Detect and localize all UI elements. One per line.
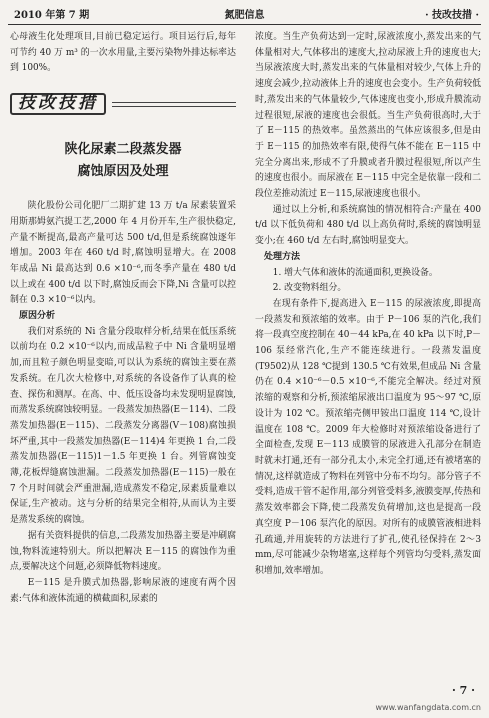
journal-name: 氮肥信息 xyxy=(224,10,265,21)
subheading-treatment: 处理方法 xyxy=(264,251,301,262)
watermark: www.wanfangdata.com.cn xyxy=(375,703,481,712)
paragraph: 据有关资料提供的信息,二段蒸发加热器主要是冲刷腐蚀,物料流速特别大。所以把解决 E－115 的腐蚀作为重点,要解决这个问题,必须降低物料速度。 xyxy=(10,530,236,573)
subheading-cause-analysis: 原因分析 xyxy=(19,311,56,322)
list-item: 1. 增大气体和液体的流通面积,更换设备。 xyxy=(272,267,438,278)
page-number: · 7 · xyxy=(452,684,475,697)
paragraph: 我们对系统的 Ni 含量分段取样分析,结果在低压系统以前均在 0.2 ×10⁻⁶以内,而成品粒子中 Ni 含量明显增加,而且粒子颜色明显变暗,可以认为系统的腐蚀主要在蒸发系统。在几次大检修中,对系统的各设备作了认真的检查、探伤和测厚。在高、中、低压设备均未发现明显腐蚀,而蒸发系统腐蚀较明显。一段蒸发加热器(E－114)、二段蒸发加热器(E－115)、二段蒸发分离器(V－108)腐蚀损坏严重,其中一段蒸发加热器(E－114)4 年更换 1 台,二段蒸发加热器(E－115)1－1.5 年更换 1 台。列管腐蚀变薄,花板焊缝腐蚀泄漏。二段蒸发加热器(E－115)一般在 7 个月时间就会严重泄漏,造成蒸发不稳定,尿素质量难以保证,生产被动。这与分析的结果完全相符,从而认为主要是蒸发系统的腐蚀。 xyxy=(10,326,236,526)
issue-label: 2010 年第 7 期 xyxy=(14,10,90,21)
article-title-line2: 腐蚀原因及处理 xyxy=(77,164,169,180)
list-item: 2. 改变物料组分。 xyxy=(272,283,347,294)
right-column xyxy=(255,30,481,702)
paragraph: E－115 是升膜式加热器,影响尿液的速度有两个因素:气体和液体流通的横截面积,尿素的 xyxy=(10,577,236,604)
banner-rule xyxy=(112,102,236,107)
article-title xyxy=(10,139,236,183)
banner-title: 技改技措 xyxy=(10,93,106,115)
paragraph: 在现有条件下,提高进入 E－115 的尿液浓度,即提高一段蒸发和预浓缩的效率。由于 P－106 泵的汽化,我们将一段真空度控制在 40－44 kPa,在 40 kPa 以下时,P－106 泵经常汽化,生产不能连续进行。一段蒸发温度(T9502)从 128 ℃提到 130.5 ℃有效果,但成品 Ni 含量仍在 0.4 ×10⁻⁶－0.5 ×10⁻⁶,不能完全解决。经过对预浓缩的观察和分析,预浓缩尿液出口温度为 95～97 ℃,原设计为 102 ℃。预浓缩壳侧甲铵出口温度 114 ℃,设计温度在 108 ℃。2009 年大检修时对预浓缩设备进行了全面检查,发现 E－113 成膜管的尿液进入孔部分在制造时就未打通,还有一部分孔太小,未完全打通,还有被堵塞的情况,这样就造成了物料在列管中分布不均匀。部分管子不受料,造成干管不起作用,部分列管受料多,液膜变厚,传热和蒸发效率都会下降,使二段蒸发负荷增加,这也是提高一段真空度 P－106 泵汽化的原因。对所有的成膜管液相进料孔疏通,并用旋转的方法进行了扩孔,使孔径保持在 2～3 mm,尽可能减少杂物堵塞,这样每个列管均匀受料,蒸发面积增加,效率增加。 xyxy=(255,298,481,576)
page-header xyxy=(8,0,481,25)
section-label: · 技改技措 · xyxy=(425,10,479,21)
left-column xyxy=(10,30,236,702)
intro-paragraph: 心母液生化处理项目,目前已稳定运行。项目运行后,每年可节约 40 万 m³ 的一次水用量,主要污染物外排达标率达到 100%。 xyxy=(10,32,236,74)
paragraph: 浓度。当生产负荷达到一定时,尿液浓度小,蒸发出来的气体量相对大,气体移出的速度大,拉动尿液上升的速度也大;当尿液浓度大时,蒸发出来的气体量相对较少,气体上升的速度会减少,拉动液体上升的速度也会变小。生产负荷较低时,蒸发出来的气体量较少,气体速度也变小,形成升膜流动过程很短,尿液的速度也会很低。当生产负荷很高时,大于了 E－115 的热效率。虽然蒸出的气体应该很多,但是由于 E－115 的加热效率有限,使得气体不能在 E－115 中完全分离出来,形成不了升膜或者升膜过程很短,所以产生的速度也很小。而尿液在 E－115 中完全是依靠一段和二段位差推动流过 E－115,尿液速度也很小。 xyxy=(255,32,481,200)
article-title-line1: 陕化尿素二段蒸发器 xyxy=(64,142,182,158)
section-banner xyxy=(10,89,236,119)
paragraph: 陕化股份公司化肥厂二期扩建 13 万 t/a 尿素装置采用斯那姆氨汽提工艺,2000 年 4 月份开车,生产很快稳定,产量不断提高,最高产量可达 500 t/d,但是系统腐蚀逐年增加。2003 年在 460 t/d 时,腐蚀明显增大。在 2008 年成品 Ni 最高达到 0.6 ×10⁻⁶,而冬季产量在 480 t/d 以上或在 400 t/d 以下时,腐蚀反而会下降,Ni 含量可以控制在 0.3 ×10⁻⁶以内。 xyxy=(10,201,236,306)
paragraph: 通过以上分析,和系统腐蚀的情况相符合:产量在 400 t/d 以下低负荷和 480 t/d 以上高负荷时,系统的腐蚀明显变小;在 460 t/d 左右时,腐蚀明显变大。 xyxy=(255,204,481,247)
